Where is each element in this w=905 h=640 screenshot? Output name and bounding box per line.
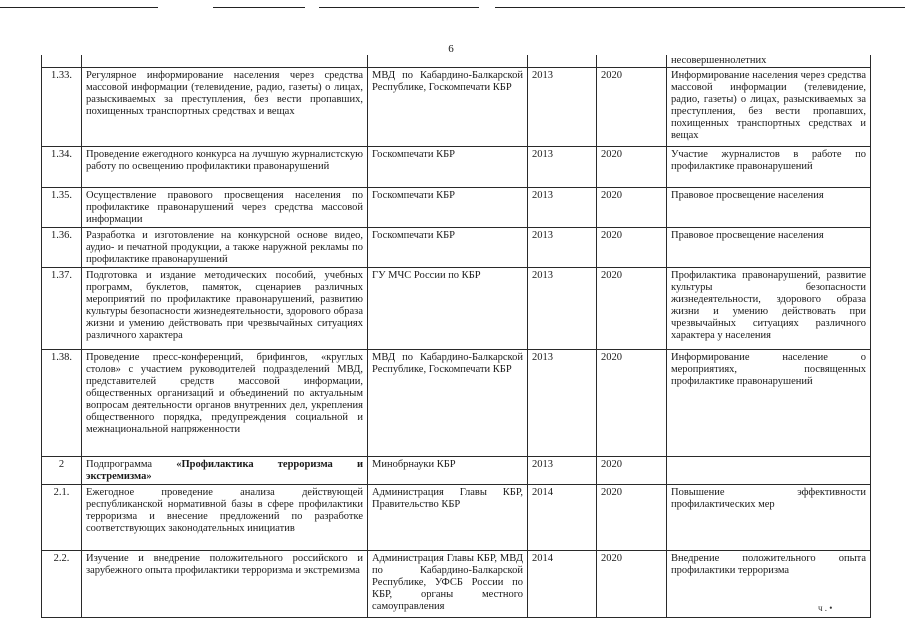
row-number: 2 [42, 457, 82, 485]
end-year: 2020 [597, 228, 667, 268]
activity-text: Подготовка и издание методических пособий, учебных программ, буклетов, памяток, сценариев различных мероприятий по профилактике правонарушений, развитию культуры безопасности жизнедеятельности, здорового образа жизни и умению действовать при чрезвычайных ситуациях различного характера [82, 268, 368, 350]
result-text: Повышение эффективности профилактических мер [667, 485, 871, 551]
row-number: 1.36. [42, 228, 82, 268]
executor-text: Госкомпечати КБР [368, 188, 528, 228]
start-year: 2013 [528, 350, 597, 457]
result-text: Информирование население о мероприятиях, посвященных профилактике правонарушений [667, 350, 871, 457]
table-row-continuation [42, 55, 871, 68]
cell-end [597, 55, 667, 68]
executor-text: Госкомпечати КБР [368, 147, 528, 188]
table-row [42, 551, 871, 618]
end-year: 2020 [597, 147, 667, 188]
executor-text: Администрация Главы КБР, Правительство КБР [368, 485, 528, 551]
start-year: 2013 [528, 68, 597, 147]
row-number: 1.37. [42, 268, 82, 350]
table-row [42, 485, 871, 551]
top-rule-1 [0, 7, 158, 8]
result-text: Правовое просвещение населения [667, 228, 871, 268]
result-text: Участие журналистов в работе по профилактике правонарушений [667, 147, 871, 188]
cell-activity [82, 55, 368, 68]
activity-text: Проведение ежегодного конкурса на лучшую журналистскую работу по освещению профилактики правонарушений [82, 147, 368, 188]
table-row [42, 350, 871, 457]
table-row [42, 147, 871, 188]
start-year: 2014 [528, 551, 597, 618]
table-row [42, 228, 871, 268]
subprogram-prefix: Подпрограмма [86, 459, 153, 470]
table-row-subprogram [42, 457, 871, 485]
program-activities-table [41, 55, 871, 618]
table-row [42, 188, 871, 228]
activity-text: Регулярное информирование населения через средства массовой информации (телевидение, радио, газеты) о лицах, разыскиваемых за преступления, без вести пропавших, похищенных транспортных средствах и вещах [82, 68, 368, 147]
top-rule-3 [319, 7, 479, 8]
end-year: 2020 [597, 485, 667, 551]
activity-text: Проведение пресс-конференций, брифингов, «круглых столов» с участием руководителей подразделений МВД, представителей средств массовой информации, общественных организаций и объединений по актуальным вопросам деятельности органов внутренних дел, укрепления общественного порядка, предупреждения социальной и межнациональной напряженности [82, 350, 368, 457]
row-number: 1.35. [42, 188, 82, 228]
subprogram-name: «Профилактика терроризма и экстремизма» [86, 459, 364, 482]
row-number: 2.2. [42, 551, 82, 618]
result-text: Правовое просвещение населения [667, 188, 871, 228]
executor-text: Госкомпечати КБР [368, 228, 528, 268]
start-year: 2013 [528, 228, 597, 268]
executor-text: Администрация Главы КБР, МВД по Кабардино-Балкарской Республике, УФСБ России по КБР, органы местного самоуправления [368, 551, 528, 618]
activity-text: Разработка и изготовление на конкурсной основе видео, аудио- и печатной продукции, а также наружной рекламы по профилактике правонарушений [82, 228, 368, 268]
activity-text: Изучение и внедрение положительного российского и зарубежного опыта профилактики терроризма и экстремизма [82, 551, 368, 618]
row-number: 1.33. [42, 68, 82, 147]
end-year: 2020 [597, 350, 667, 457]
result-text [667, 457, 871, 485]
corner-marks: ч . • [818, 603, 833, 613]
cell-num [42, 55, 82, 68]
end-year: 2020 [597, 188, 667, 228]
page-number: 6 [448, 43, 454, 55]
result-text: Профилактика правонарушений, развитие культуры безопасности жизнедеятельности, здорового образа жизни и умению действовать при чрезвычайных ситуациях различного характера у населения [667, 268, 871, 350]
table-row [42, 268, 871, 350]
cell-result: несовершеннолетних [667, 55, 871, 68]
end-year: 2020 [597, 551, 667, 618]
top-rule-2 [213, 7, 305, 8]
end-year: 2020 [597, 457, 667, 485]
start-year: 2013 [528, 188, 597, 228]
cell-start [528, 55, 597, 68]
result-text: Информирование населения через средства массовой информации (телевидение, радио, газеты) о лицах, разыскиваемых за преступления, без вести пропавших, похищенных транспортных средствах и вещах [667, 68, 871, 147]
activity-text: Осуществление правового просвещения населения по профилактике правонарушений через средства массовой информации [82, 188, 368, 228]
activity-text: Ежегодное проведение анализа действующей республиканской нормативной базы в сфере профилактики терроризма и внесение предложений по разработке соответствующих законодательных инициатив [82, 485, 368, 551]
top-rule-4 [495, 7, 905, 8]
executor-text: ГУ МЧС России по КБР [368, 268, 528, 350]
executor-text: МВД по Кабардино-Балкарской Республике, Госкомпечати КБР [368, 68, 528, 147]
subprogram-title [82, 457, 368, 485]
executor-text: Минобрнауки КБР [368, 457, 528, 485]
row-number: 1.38. [42, 350, 82, 457]
executor-text: МВД по Кабардино-Балкарской Республике, Госкомпечати КБР [368, 350, 528, 457]
row-number: 2.1. [42, 485, 82, 551]
end-year: 2020 [597, 68, 667, 147]
start-year: 2013 [528, 457, 597, 485]
end-year: 2020 [597, 268, 667, 350]
result-text: Внедрение положительного опыта профилактики терроризма [667, 551, 871, 618]
row-number: 1.34. [42, 147, 82, 188]
start-year: 2013 [528, 268, 597, 350]
start-year: 2013 [528, 147, 597, 188]
start-year: 2014 [528, 485, 597, 551]
table-row [42, 68, 871, 147]
cell-executor [368, 55, 528, 68]
